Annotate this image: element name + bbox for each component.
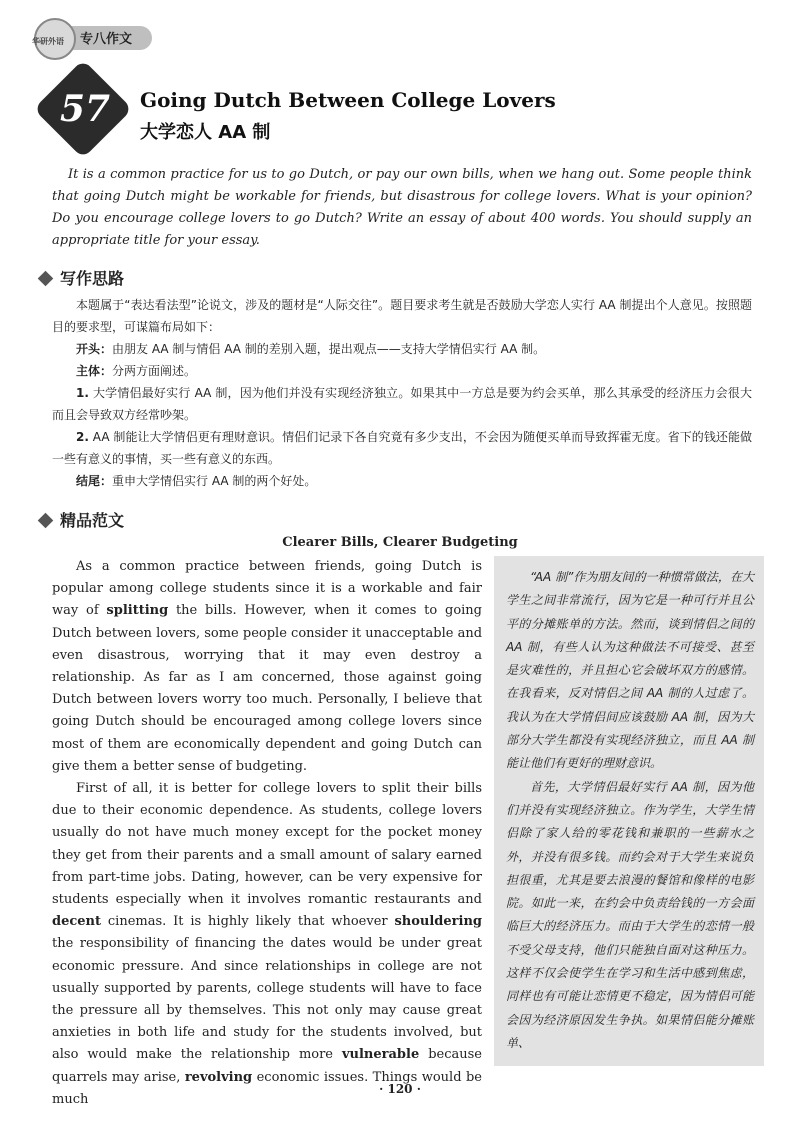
essay-keyword: revolving [184,1069,253,1085]
essay-keyword: vulnerable [341,1047,420,1063]
essay-keyword: splitting [106,603,169,619]
essay-chinese-translation [506,566,754,1055]
outline-ending [52,470,752,492]
diamond-bullet-icon [38,271,54,287]
outline-body-label: 主体： [76,364,113,378]
essay-keyword: decent [52,914,102,930]
topic-number: 57 [59,88,111,130]
outline-body-text: 分两方面阐述。 [112,364,197,378]
essay-english-text [52,556,482,1111]
essay-keyword: shouldering [394,914,482,930]
writing-ideas-intro: 本题属于“表达看法型”论说文，涉及的题材是“人际交往”。题目要求考生就是否鼓励大学恋人实行 AA 制提出个人意见。按照题目的要求型，可谋篇布局如下： [52,298,752,334]
translation-paragraph-2: 首先，大学情侣最好实行 AA 制，因为他们并没有实现经济独立。作为学生，大学生情侣除了家人给的零花钱和兼职的一些薪水之外，并没有很多钱。而约会对于大学生来说负担很重，尤其是要去浪漫的餐馆和像样的电影院。如此一来，在约会中负责给钱的一方会面临巨大的经济压力。而由于大学生的恋情一般不受父母支持，他们只能独自面对这种压力。这样不仅会使学生在学习和生活中感到焦虑，同样也有可能让恋情更不稳定，因为情侣可能会因为经济原因发生争执。如果情侣能分摊账单、 [506,779,754,1050]
topic-title-en: Going Dutch Between College Lovers [140,88,556,112]
translation-paragraph-1: “AA 制”作为朋友间的一种惯常做法，在大学生之间非常流行，因为它是一种可行并且公平的分摊账单的方法。然而，谈到情侣之间的 AA 制，有些人认为这种做法不可接受、甚至是灾难性的，并且担心它会破坏双方的感情。在我看来，反对情侣之间 AA 制的人过虑了。我认为在大学情侣间应该鼓励 AA 制，因为大部分大学生都没有实现经济独立，而且 AA 制能让他们有更好的理财意识。 [506,570,754,771]
outline-point-1-text: 大学情侣最好实行 AA 制，因为他们并没有实现经济独立。如果其中一方总是要为约会买单，那么其承受的经济压力会很大而且会导致双方经常吵架。 [52,386,752,422]
outline-point-2 [52,426,752,470]
essay-text-run: the bills. However, when it comes to going Dutch between lovers, some people consider it unacceptable and even disastrous, worrying that it may even destroy a relationship. As far as I am concerned, those against going Dutch between lovers worry too much. Personally, I believe that going Dutch should be encouraged among college lovers since most of them are economically dependent and going Dutch can give them a better sense of budgeting. [52,603,483,774]
essay-text-run: because quarrels may arise, [52,1047,482,1085]
diamond-bullet-icon [38,513,54,529]
essay-text-run: First of all, it is better for college lovers to split their bills due to their economic dependence. As students, college lovers usually do not have much money except for the pocket money they get from their parents and a small amount of salary earned from part-time jobs. Dating, however, can be very expensive for students especially when it involves romantic restaurants and [52,781,482,908]
outline-point-2-label: 2. [76,430,89,444]
outline-body [52,360,752,382]
essay-text-run: economic issues. Things would be much [52,1069,482,1107]
outline-ending-label: 结尾： [76,474,113,488]
model-essay-heading: 精品范文 [60,511,125,530]
outline-opening [52,338,752,360]
publisher-logo-text: 华研外语 [32,37,64,46]
outline-ending-text: 重申大学情侣实行 AA 制的两个好处。 [112,474,317,488]
essay-prompt: It is a common practice for us to go Dutch, or pay our own bills, when we hang out. Some people think that going Dutch might be workable for friends, but disastrous for college lovers. What is your opinion? Do you encourage college lovers to go Dutch? Write an essay of about 400 words. You should supply an appropriate title for your essay. [52,167,752,248]
writing-ideas-body [52,294,752,492]
essay-paragraph-1 [52,556,482,778]
topic-title-cn: 大学恋人 AA 制 [140,122,271,143]
outline-opening-label: 开头： [76,342,113,356]
essay-paragraph-2 [52,778,482,1111]
outline-point-1 [52,382,752,426]
essay-text-run: As a common practice between friends, going Dutch is popular among college students since it is a workable and fair way of [52,559,482,619]
outline-point-2-text: AA 制能让大学情侣更有理财意识。情侣们记录下各自究竟有多少支出，不会因为随便买单而导致挥霍无度。省下的钱还能做一些有意义的事情，买一些有意义的东西。 [52,430,752,466]
essay-text-run: the responsibility of financing the dates would be under great economic pressure. And since relationships in college are not usually supported by parents, college students will have to face the pressure all by themselves. This not only may cause great anxieties in both life and study for the students involved, but also would make the relationship more [52,936,482,1063]
essay-title: Clearer Bills, Clearer Budgeting [282,535,518,550]
writing-ideas-heading: 写作思路 [60,269,125,288]
outline-opening-text: 由朋友 AA 制与情侣 AA 制的差别入题，提出观点——支持大学情侣实行 AA 制。 [112,342,546,356]
outline-point-1-label: 1. [76,386,89,400]
section-tag: 专八作文 [80,32,133,47]
essay-text-run: cinemas. It is highly likely that whoever [101,914,395,930]
page-number: · 120 · [379,1082,421,1096]
